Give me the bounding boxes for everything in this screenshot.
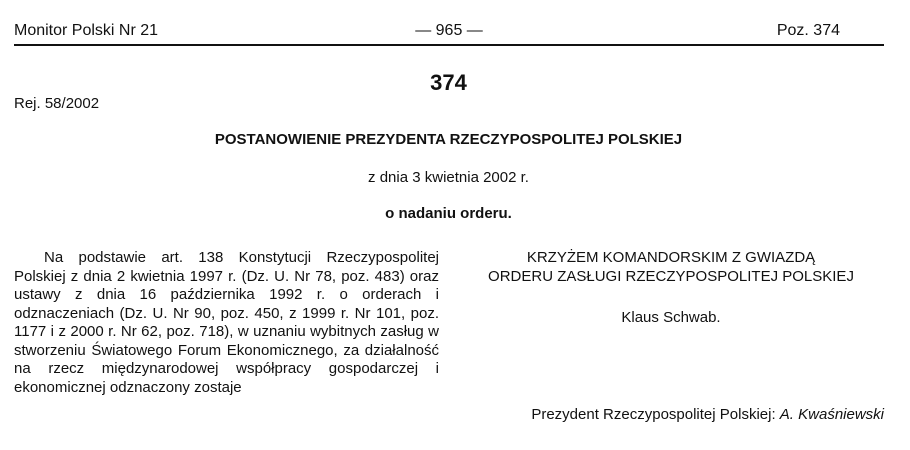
- award-column: [458, 249, 884, 423]
- position-number: 374: [430, 70, 467, 95]
- signature-label: Prezydent Rzeczypospolitej Polskiej:: [531, 406, 776, 423]
- signature-block: [531, 406, 884, 423]
- act-date: z dnia 3 kwietnia 2002 r.: [368, 169, 529, 186]
- publication-title: Monitor Polski Nr 21: [14, 22, 159, 39]
- registry-number: Rej. 58/2002: [14, 95, 100, 112]
- act-title: POSTANOWIENIE PREZYDENTA RZECZYPOSPOLITEJ POLSKIEJ: [214, 131, 683, 148]
- order-name-line-2: ORDERU ZASŁUGI RZECZYPOSPOLITEJ POLSKIEJ: [488, 267, 854, 285]
- order-name-line-1: KRZYŻEM KOMANDORSKIM Z GWIAZDĄ: [526, 249, 816, 266]
- act-subject: o nadaniu orderu.: [385, 205, 512, 222]
- page-header: [14, 22, 884, 46]
- page-number: — 965 —: [415, 22, 483, 39]
- recipient-name: Klaus Schwab.: [621, 309, 721, 326]
- signatory-name: A. Kwaśniewski: [779, 406, 884, 423]
- position-label: Poz. 374: [776, 22, 840, 39]
- legal-basis-paragraph: Na podstawie art. 138 Konstytucji Rzeczypospolitej Polskiej z dnia 2 kwietnia 1997 r. (Dz. U. Nr 78, poz. 483) oraz ustawy z dnia 16 października 1992 r. o orderach i odznaczeniach (Dz. U. Nr 90, poz. 450, z 1999 r. Nr 101, poz. 1177 i z 2000 r. Nr 62, poz. 718), w uznaniu wybitnych zasług w stworzeniu Światowego Forum Ekonomicznego, za działalność na rzecz międzynarodowej współpracy gospodarczej i ekonomicznej odznaczony zostaje: [14, 249, 439, 396]
